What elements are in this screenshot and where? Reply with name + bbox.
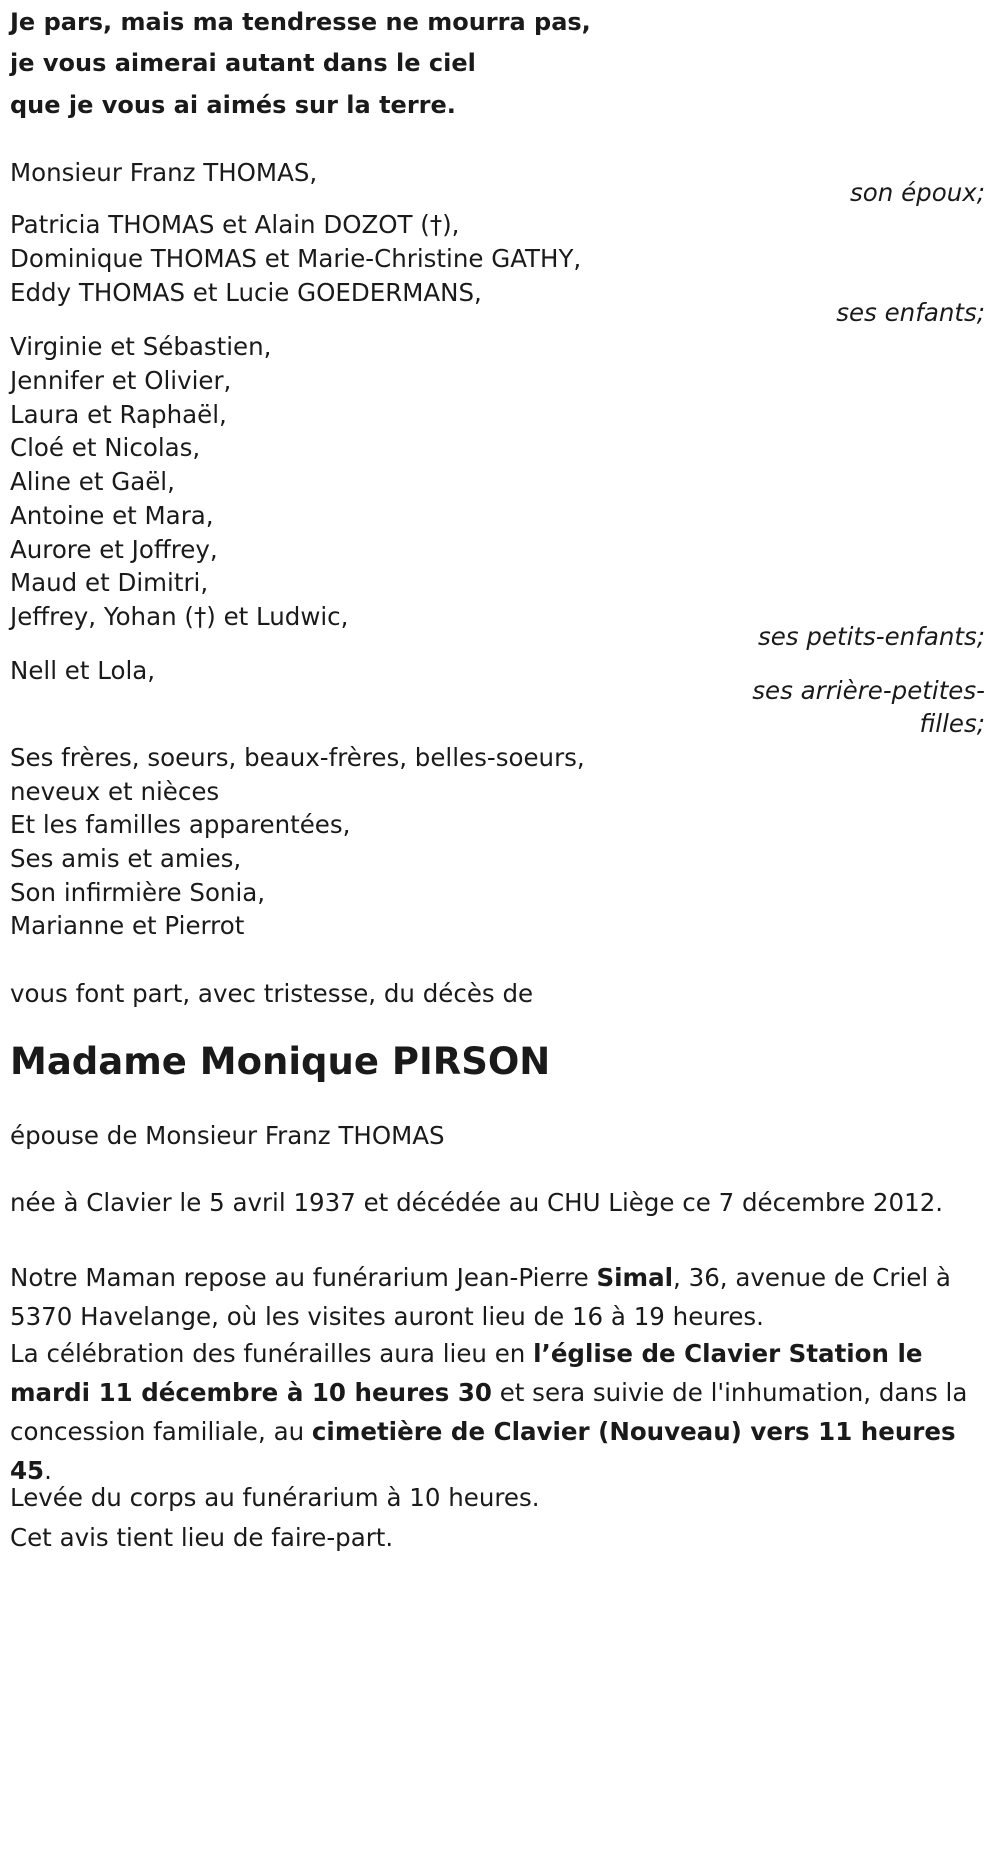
announcement-text: vous font part, avec tristesse, du décès de	[10, 979, 534, 1008]
grandchild-line: Maud et Dimitri,	[10, 568, 209, 597]
spouse-of-text: épouse de Monsieur Franz THOMAS	[10, 1121, 445, 1150]
great-grandchildren-role: ses arrière-petites-	[752, 676, 985, 705]
relatives-line: Ses frères, soeurs, beaux-frères, belles-soeurs,	[10, 743, 585, 772]
great-grandchild-line: Nell et Lola,	[10, 656, 156, 685]
children-role: ses enfants;	[836, 298, 985, 327]
relatives-line: Et les familles apparentées,	[10, 810, 351, 839]
poem-line: Je pars, mais ma tendresse ne mourra pas,	[10, 8, 591, 36]
birth-death-text: née à Clavier le 5 avril 1937 et décédée au CHU Liège ce 7 décembre 2012.	[10, 1188, 944, 1217]
relatives-line: neveux et nièces	[10, 777, 220, 806]
grandchild-line: Virginie et Sébastien,	[10, 332, 272, 361]
grandchild-line: Jennifer et Olivier,	[10, 366, 232, 395]
grandchild-line: Jeffrey, Yohan (†) et Ludwic,	[10, 602, 349, 631]
child-line: Eddy THOMAS et Lucie GOEDERMANS,	[10, 278, 482, 307]
relatives-line: Marianne et Pierrot	[10, 911, 245, 940]
poem-line: que je vous ai aimés sur la terre.	[10, 91, 456, 119]
grandchildren-role: ses petits-enfants;	[757, 622, 985, 651]
child-line: Patricia THOMAS et Alain DOZOT (†),	[10, 210, 460, 239]
repose-text: Notre Maman repose au funérarium Jean-Pierre Simal, 36, avenue de Criel à 5370 Havelange, où les visites auront lieu de 16 à 19 heures.	[10, 1263, 951, 1331]
ceremony-text: La célébration des funérailles aura lieu en l’église de Clavier Station le mardi 11 décembre à 10 heures 30 et sera suivie de l'inhumation, dans la concession familiale, au cimetière de Clavier (Nouveau) vers 11 heures 45.	[10, 1339, 968, 1485]
grandchild-line: Cloé et Nicolas,	[10, 433, 201, 462]
grandchild-line: Aline et Gaël,	[10, 467, 175, 496]
deceased-name: Madame Monique PIRSON	[10, 1040, 551, 1083]
great-grandchildren-role: filles;	[919, 709, 985, 738]
spouse-role: son époux;	[850, 178, 985, 207]
relatives-line: Ses amis et amies,	[10, 844, 242, 873]
closing-text: Cet avis tient lieu de faire-part.	[10, 1523, 394, 1552]
grandchild-line: Laura et Raphaël,	[10, 400, 227, 429]
poem-line: je vous aimerai autant dans le ciel	[10, 49, 476, 77]
child-line: Dominique THOMAS et Marie-Christine GATHY,	[10, 244, 582, 273]
relatives-line: Son infirmière Sonia,	[10, 878, 266, 907]
spouse-name: Monsieur Franz THOMAS,	[10, 158, 318, 187]
levee-text: Levée du corps au funérarium à 10 heures.	[10, 1483, 540, 1512]
grandchild-line: Antoine et Mara,	[10, 501, 214, 530]
grandchild-line: Aurore et Joffrey,	[10, 535, 218, 564]
